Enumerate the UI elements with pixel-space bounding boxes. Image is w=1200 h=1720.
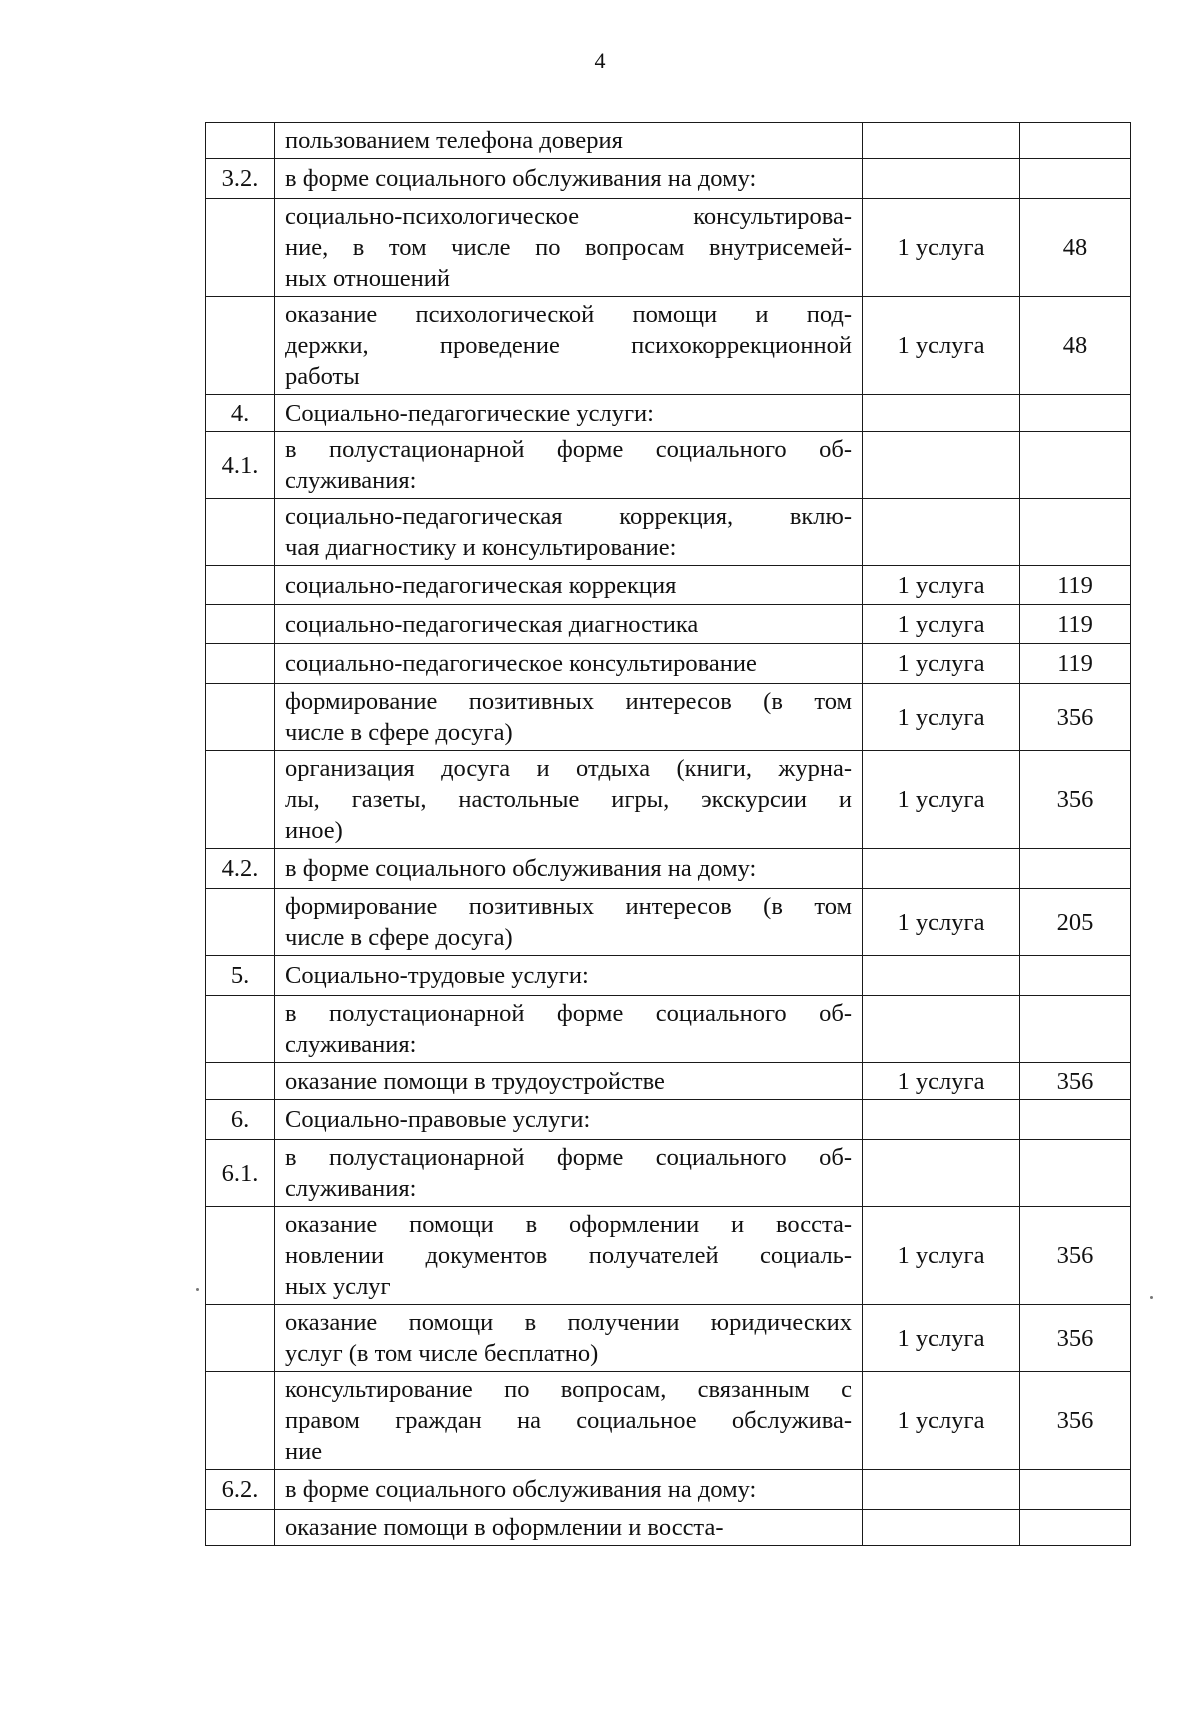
service-price	[1020, 956, 1131, 996]
service-unit	[863, 159, 1020, 199]
table-row	[206, 1100, 1131, 1140]
service-name	[275, 159, 863, 199]
service-name	[275, 1372, 863, 1470]
service-name-line: Социально-педагогические услуги:	[285, 399, 654, 427]
row-number	[206, 644, 275, 684]
service-name	[275, 123, 863, 159]
service-name-line: ных отношений	[285, 265, 451, 292]
service-name-line: оказание помощи в трудоустройстве	[285, 1067, 665, 1095]
service-price	[1020, 1100, 1131, 1140]
service-price	[1020, 123, 1131, 159]
service-price	[1020, 996, 1131, 1063]
row-number	[206, 996, 275, 1063]
table-row	[206, 1207, 1131, 1305]
row-number	[206, 1510, 275, 1546]
service-name-line: в полустационарной форме социального об-	[285, 436, 852, 463]
service-name	[275, 1207, 863, 1305]
service-unit: 1 услуга	[863, 644, 1020, 684]
service-name	[275, 849, 863, 889]
services-table-body	[206, 123, 1131, 1546]
service-name	[275, 1063, 863, 1100]
service-name	[275, 432, 863, 499]
service-name-line: оказание помощи в оформлении и восста-	[285, 1514, 724, 1541]
service-name	[275, 499, 863, 566]
service-unit	[863, 849, 1020, 889]
service-unit	[863, 956, 1020, 996]
service-unit: 1 услуга	[863, 751, 1020, 849]
service-name	[275, 889, 863, 956]
service-unit: 1 услуга	[863, 297, 1020, 395]
service-unit	[863, 1140, 1020, 1207]
service-name-line: в форме социального обслуживания на дому:	[285, 165, 757, 192]
table-row	[206, 199, 1131, 297]
row-number: 4.	[206, 395, 275, 432]
table-row	[206, 1305, 1131, 1372]
service-name-line: в полустационарной форме социального об-	[285, 1144, 852, 1171]
service-name-line: в полустационарной форме социального об-	[285, 1000, 852, 1027]
table-row	[206, 297, 1131, 395]
service-price	[1020, 432, 1131, 499]
row-number	[206, 199, 275, 297]
table-row	[206, 1372, 1131, 1470]
row-number	[206, 1063, 275, 1100]
row-number: 5.	[206, 956, 275, 996]
service-name-line: формирование позитивных интересов (в том	[285, 893, 852, 920]
service-unit: 1 услуга	[863, 684, 1020, 751]
service-name-line: оказание помощи в получении юридических	[285, 1309, 852, 1336]
service-price: 356	[1020, 751, 1131, 849]
service-name-line: социально-педагогическая коррекция, вклю-	[285, 503, 852, 530]
row-number	[206, 1305, 275, 1372]
service-name	[275, 605, 863, 644]
service-name-line: числе в сфере досуга)	[285, 719, 513, 746]
service-name-line: формирование позитивных интересов (в том	[285, 688, 852, 715]
service-name-line: ние, в том числе по вопросам внутрисемей-	[285, 234, 852, 261]
service-name-line: консультирование по вопросам, связанным с	[285, 1376, 852, 1403]
row-number	[206, 499, 275, 566]
row-number	[206, 1372, 275, 1470]
service-name-line: новлении документов получателей социаль-	[285, 1242, 852, 1269]
row-number: 4.1.	[206, 432, 275, 499]
service-price: 205	[1020, 889, 1131, 956]
service-unit: 1 услуга	[863, 199, 1020, 297]
service-name-line: иное)	[285, 817, 343, 844]
service-unit: 1 услуга	[863, 1305, 1020, 1372]
service-unit: 1 услуга	[863, 1207, 1020, 1305]
scan-speck	[196, 1288, 199, 1291]
table-row	[206, 849, 1131, 889]
table-row	[206, 123, 1131, 159]
service-name-line: числе в сфере досуга)	[285, 924, 513, 951]
service-name-line: Социально-трудовые услуги:	[285, 962, 589, 989]
service-name	[275, 1100, 863, 1140]
page-number: 4	[594, 48, 606, 73]
service-unit: 1 услуга	[863, 566, 1020, 605]
service-name	[275, 1470, 863, 1510]
scan-speck	[1150, 1296, 1153, 1299]
service-name	[275, 1140, 863, 1207]
service-name-line: правом граждан на социальное обслужива-	[285, 1407, 852, 1434]
service-name-line: социально-педагогическое консультирование	[285, 650, 757, 677]
service-unit	[863, 123, 1020, 159]
service-price: 119	[1020, 644, 1131, 684]
service-price	[1020, 159, 1131, 199]
service-price: 48	[1020, 199, 1131, 297]
service-name-line: Социально-правовые услуги:	[285, 1106, 591, 1133]
service-name-line: лы, газеты, настольные игры, экскурсии и	[285, 786, 852, 813]
table-row	[206, 566, 1131, 605]
row-number: 6.	[206, 1100, 275, 1140]
table-row	[206, 1063, 1131, 1100]
service-price: 356	[1020, 1372, 1131, 1470]
service-unit: 1 услуга	[863, 1063, 1020, 1100]
service-name-line: служивания:	[285, 1175, 417, 1202]
row-number	[206, 889, 275, 956]
service-name-line: социально-психологическое консультирова-	[285, 203, 852, 230]
service-name	[275, 1305, 863, 1372]
table-row	[206, 996, 1131, 1063]
row-number	[206, 751, 275, 849]
service-price	[1020, 395, 1131, 432]
service-price	[1020, 1470, 1131, 1510]
service-name-line: оказание психологической помощи и под-	[285, 301, 852, 328]
service-name-line: пользованием телефона доверия	[285, 127, 623, 154]
row-number	[206, 684, 275, 751]
service-name-line: ние	[285, 1438, 323, 1465]
service-unit: 1 услуга	[863, 605, 1020, 644]
service-unit	[863, 395, 1020, 432]
service-name-line: служивания:	[285, 467, 417, 494]
service-name-line: в форме социального обслуживания на дому:	[285, 855, 757, 882]
service-name-line: социально-педагогическая коррекция	[285, 571, 677, 599]
table-row	[206, 159, 1131, 199]
service-name	[275, 199, 863, 297]
table-row	[206, 684, 1131, 751]
service-price	[1020, 1510, 1131, 1546]
row-number: 6.1.	[206, 1140, 275, 1207]
services-table	[205, 122, 1131, 1546]
service-unit	[863, 1510, 1020, 1546]
service-unit	[863, 996, 1020, 1063]
row-number	[206, 123, 275, 159]
service-name	[275, 566, 863, 605]
row-number: 6.2.	[206, 1470, 275, 1510]
service-unit	[863, 1470, 1020, 1510]
service-name	[275, 644, 863, 684]
service-name-line: работы	[285, 363, 360, 390]
table-row	[206, 956, 1131, 996]
row-number	[206, 297, 275, 395]
row-number: 4.2.	[206, 849, 275, 889]
service-name-line: услуг (в том числе бесплатно)	[285, 1340, 599, 1367]
row-number	[206, 605, 275, 644]
service-name	[275, 751, 863, 849]
service-price: 356	[1020, 1207, 1131, 1305]
service-price: 119	[1020, 605, 1131, 644]
service-name-line: оказание помощи в оформлении и восста-	[285, 1211, 852, 1238]
row-number	[206, 1207, 275, 1305]
service-name	[275, 684, 863, 751]
table-row	[206, 1510, 1131, 1546]
service-name-line: чая диагностику и консультирование:	[285, 534, 677, 561]
service-name-line: в форме социального обслуживания на дому:	[285, 1476, 757, 1503]
table-row	[206, 605, 1131, 644]
service-price	[1020, 499, 1131, 566]
service-price: 48	[1020, 297, 1131, 395]
table-row	[206, 889, 1131, 956]
service-unit: 1 услуга	[863, 1372, 1020, 1470]
service-price: 356	[1020, 1305, 1131, 1372]
service-unit: 1 услуга	[863, 889, 1020, 956]
row-number: 3.2.	[206, 159, 275, 199]
table-row	[206, 395, 1131, 432]
service-price	[1020, 1140, 1131, 1207]
service-name-line: держки, проведение психокоррекционной	[285, 332, 852, 359]
table-row	[206, 1140, 1131, 1207]
table-row	[206, 1470, 1131, 1510]
table-row	[206, 644, 1131, 684]
row-number	[206, 566, 275, 605]
service-name-line: социально-педагогическая диагностика	[285, 610, 699, 638]
service-name	[275, 1510, 863, 1546]
service-unit	[863, 499, 1020, 566]
table-row	[206, 499, 1131, 566]
service-unit	[863, 432, 1020, 499]
service-price	[1020, 849, 1131, 889]
service-name-line: организация досуга и отдыха (книги, журна-	[285, 755, 852, 782]
service-price: 119	[1020, 566, 1131, 605]
service-name-line: ных услуг	[285, 1273, 391, 1300]
service-name	[275, 395, 863, 432]
service-name-line: служивания:	[285, 1031, 417, 1058]
service-name	[275, 956, 863, 996]
table-row	[206, 432, 1131, 499]
service-price: 356	[1020, 684, 1131, 751]
service-name	[275, 297, 863, 395]
service-price: 356	[1020, 1063, 1131, 1100]
table-row	[206, 751, 1131, 849]
service-unit	[863, 1100, 1020, 1140]
service-name	[275, 996, 863, 1063]
